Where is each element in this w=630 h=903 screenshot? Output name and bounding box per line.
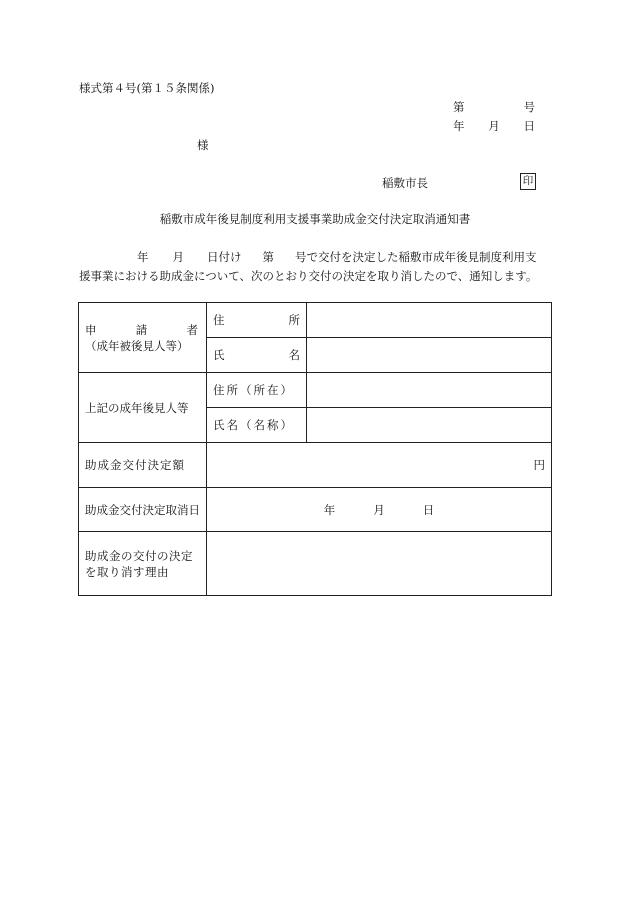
table-row: [79, 488, 552, 532]
guardian-address-field[interactable]: [307, 373, 552, 408]
intro-year: 年: [137, 250, 149, 264]
applicant-address-field[interactable]: [307, 303, 552, 338]
applicant-name-label: 氏 名: [207, 338, 307, 373]
cancel-day: 日: [422, 502, 435, 517]
doc-number-suffix: 号: [523, 100, 535, 114]
applicant-label-cell: [79, 303, 207, 373]
applicant-address-label: 住 所: [207, 303, 307, 338]
recipient-suffix: 様: [197, 138, 209, 152]
issue-date-line: [453, 118, 535, 134]
issue-day: 日: [523, 119, 535, 133]
applicant-name-field[interactable]: [307, 338, 552, 373]
applicant-label: 申 請 者: [85, 322, 198, 337]
guardian-address-label: 住所（所在）: [207, 373, 307, 408]
table-row: [79, 303, 552, 338]
intro-line-2: 援事業における助成金について、次のとおり交付の決定を取り消したので、通知します。: [79, 269, 538, 283]
issuer-name: 稲敷市長: [382, 176, 428, 190]
amount-label: 助成金交付決定額: [79, 443, 207, 488]
amount-unit: 円: [533, 458, 545, 472]
doc-number-prefix: 第: [453, 100, 465, 114]
intro-line1-rest: 号で交付を決定した稲敷市成年後見制度利用支: [295, 250, 537, 264]
cancel-date-field[interactable]: [207, 488, 552, 532]
table-row: [79, 532, 552, 596]
guardian-name-label: 氏名（名称）: [207, 408, 307, 443]
cancel-year: 年: [323, 502, 336, 517]
seal-mark: 印: [520, 173, 536, 190]
document-number-line: [453, 99, 535, 115]
cancel-date-label: 助成金交付決定取消日: [79, 488, 207, 532]
cancellation-form-table: [78, 302, 552, 596]
issue-month: 月: [488, 119, 500, 133]
reason-field[interactable]: [207, 532, 552, 596]
intro-paragraph: [79, 248, 551, 286]
guardian-name-field[interactable]: [307, 408, 552, 443]
intro-no-prefix: 第: [262, 250, 274, 264]
intro-day-suffix: 日付け: [207, 250, 242, 264]
issue-year: 年: [453, 119, 465, 133]
applicant-label-sub: （成年被後見人等）: [85, 338, 189, 353]
amount-field[interactable]: [207, 443, 552, 488]
form-number: 様式第４号(第１５条関係): [79, 81, 215, 95]
intro-month: 月: [172, 250, 184, 264]
cancel-month: 月: [373, 502, 385, 517]
table-row: [79, 373, 552, 408]
reason-label: 助成金の交付の決定 を取り消す理由: [79, 532, 207, 596]
document-title: 稲敷市成年後見制度利用支援事業助成金交付決定取消通知書: [159, 212, 471, 226]
intro-line-1: [79, 248, 551, 267]
guardian-label: 上記の成年後見人等: [79, 373, 207, 443]
table-row: [79, 443, 552, 488]
